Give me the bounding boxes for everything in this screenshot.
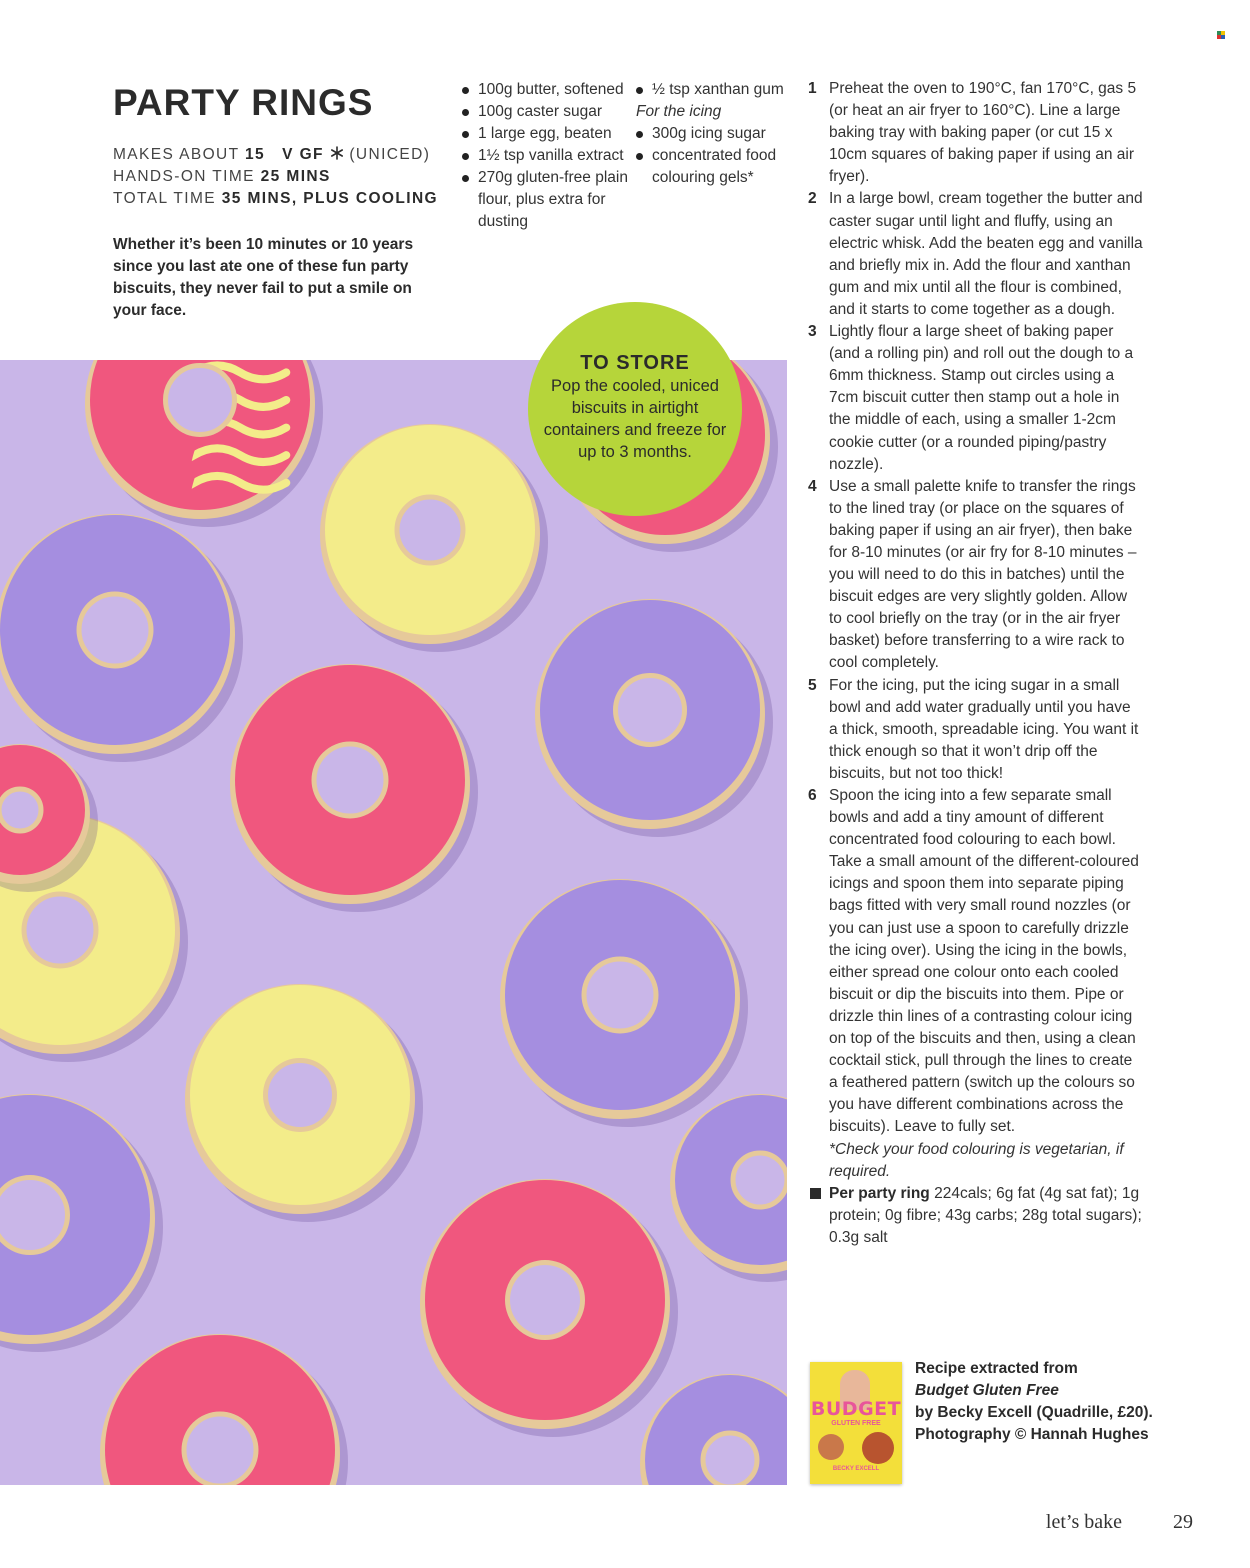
- step-text: In a large bowl, cream together the butter and caster sugar until light and fluffy, using an electric whisk. Add the beaten egg and vanilla and briefly mix in. Add the flour and xanthan gum and mix until all the flour is combined, and it starts to come together as a dough.: [829, 190, 1143, 318]
- party-ring: [82, 1312, 350, 1485]
- rings-illustration: [0, 360, 787, 1485]
- book-cover: [810, 1362, 902, 1484]
- party-ring: [230, 664, 478, 912]
- makes-line: [113, 146, 430, 164]
- step-text: Lightly flour a large sheet of baking paper (and a rolling pin) and roll out the dough to a 6mm thickness. Stamp out circles using a 7cm biscuit cutter then stamp out a hole in the middle of each, using a smaller 1-2cm cookie cutter (or a rounded piping/pastry nozzle).: [829, 323, 1134, 473]
- step-text: Spoon the icing into a few separate small bowls and add a tiny amount of different concentrated food colouring to each bowl. Take a small amount of the different-coloured icings and spoon them into separate piping bags fitted with very small round nozzles (or you can just use a spoon to carefully drizzle the icing over). Using the icing in the bowls, either spread one colour onto each cooled biscuit or dip the biscuits into them. Pipe or drizzle thin lines of a contrasting colour icing on top of the biscuits and then, using a clean cocktail stick, pull through the lines to create a feathered pattern (switch up the colours so you have different combinations across the biscuits). Leave to fully set.: [829, 787, 1139, 1136]
- icing-ingredient-item: 300g icing sugar: [636, 123, 796, 145]
- intro-text: Whether it’s been 10 minutes or 10 years since you last ate one of these fun party biscuits, they never fail to put a smile on your face.: [113, 236, 414, 319]
- credit-line-1: Recipe extracted from: [915, 1360, 1078, 1377]
- book-cover-author: BECKY EXCELL: [832, 1466, 880, 1472]
- snowflake-icon: [330, 146, 344, 160]
- method-step: [808, 78, 1143, 188]
- hands-on-value: 25 MINS: [260, 168, 331, 185]
- method-step: [808, 785, 1143, 1139]
- party-ring: [0, 1080, 169, 1352]
- food-plate-left: [818, 1434, 844, 1460]
- step-number: 1: [808, 80, 817, 97]
- nutrition-label: Per party ring: [829, 1184, 930, 1202]
- recipe-title: PARTY RINGS: [113, 82, 374, 123]
- party-ring: [640, 1366, 787, 1485]
- step-number: 3: [808, 323, 817, 341]
- credit-line-3: by Becky Excell (Quadrille, £20). Photography © Hannah Hughes: [915, 1404, 1153, 1443]
- ingredient-item: 1 large egg, beaten: [462, 123, 632, 145]
- credit-book-title: Budget Gluten Free: [915, 1382, 1059, 1399]
- ingredient-item: 1½ tsp vanilla extract: [462, 145, 632, 167]
- hands-on-line: [113, 168, 331, 186]
- colouring-note: *Check your food colouring is vegetarian, if required.: [829, 1140, 1124, 1180]
- party-ring: [304, 405, 548, 652]
- method-step: [808, 675, 1143, 785]
- step-text: For the icing, put the icing sugar in a small bowl and add water gradually until you have a thick, smooth, spreadable icing. You want it thick enough so that it won’t drip off the biscuits, but not too thick!: [829, 676, 1139, 782]
- party-rings-photo: [0, 360, 787, 1485]
- total-time-value: 35 MINS, PLUS COOLING: [221, 190, 439, 207]
- step-number: 6: [808, 787, 817, 804]
- food-plate-right: [862, 1432, 894, 1464]
- diet-badge: V GF: [282, 146, 324, 163]
- corner-logo-icon: [1217, 31, 1225, 39]
- to-store-badge: [528, 302, 742, 516]
- icing-ingredient-item: concentrated food colouring gels*: [636, 145, 796, 189]
- store-title: TO STORE: [580, 352, 690, 374]
- page-number: 29: [1173, 1511, 1193, 1533]
- book-cover-subtitle: GLUTEN FREE: [831, 1420, 881, 1427]
- method-step: [808, 476, 1143, 675]
- ingredient-item: 270g gluten-free plain flour, plus extra for dusting: [462, 167, 632, 233]
- uniced-label: (UNICED): [349, 146, 431, 163]
- party-ring: [529, 582, 780, 837]
- step-text: Use a small palette knife to transfer the rings to the lined tray (or place on the squares of baking paper if using an air fryer), then bake for 8-10 minutes (or air fry for 8-10 minutes – you will need to do this in batches) until the biscuit edges are very slightly golden. Allow to cool briefly on the tray (or in the air fryer basket) before transferring to a wire rack to cool completely.: [829, 477, 1137, 672]
- party-ring: [182, 968, 424, 1222]
- method-steps: [808, 78, 1143, 1139]
- book-credit: [915, 1358, 1155, 1446]
- nutrition-text: 224cals; 6g fat (4g sat fat); 1g protein; 0g fibre; 43g carbs; 28g total sugars); 0.3g salt: [829, 1184, 1142, 1246]
- ingredient-item: ½ tsp xanthan gum: [636, 79, 796, 101]
- section-name: let’s bake: [1045, 1511, 1122, 1533]
- nutrition-info: [808, 1183, 1143, 1249]
- ingredients-column-1: [462, 79, 632, 233]
- ingredients-column-2: [636, 79, 796, 189]
- square-bullet-icon: [810, 1188, 821, 1199]
- ingredient-item: 100g caster sugar: [462, 101, 632, 123]
- icing-ingredient-list: [636, 123, 796, 189]
- makes-value: 15: [244, 146, 265, 163]
- total-time-line: [113, 190, 438, 208]
- method-step: [808, 321, 1143, 476]
- makes-label: MAKES ABOUT: [113, 146, 240, 163]
- party-ring: [500, 877, 748, 1127]
- method-step: [808, 188, 1143, 321]
- book-cover-title: BUDGET: [810, 1398, 902, 1420]
- party-ring: [0, 506, 243, 762]
- party-ring: [420, 1179, 678, 1437]
- ingredient-list: [462, 79, 632, 233]
- ingredient-item: 100g butter, softened: [462, 79, 632, 101]
- icing-heading: For the icing: [636, 103, 722, 120]
- step-text: Preheat the oven to 190°C, fan 170°C, gas 5 (or heat an air fryer to 160°C). Line a large baking tray with baking paper (or cut 15 x 10cm squares of baking paper if using an air fryer).: [829, 80, 1137, 186]
- party-ring: [85, 360, 323, 527]
- step-number: 2: [808, 190, 817, 208]
- method-section: [808, 78, 1143, 1249]
- ingredient-list: [636, 79, 796, 101]
- store-text: Pop the cooled, uniced biscuits in airtight containers and freeze for up to 3 months.: [543, 377, 727, 461]
- total-time-label: TOTAL TIME: [113, 190, 216, 207]
- hands-on-label: HANDS-ON TIME: [113, 168, 255, 185]
- step-number: 4: [808, 477, 817, 495]
- step-number: 5: [808, 676, 817, 694]
